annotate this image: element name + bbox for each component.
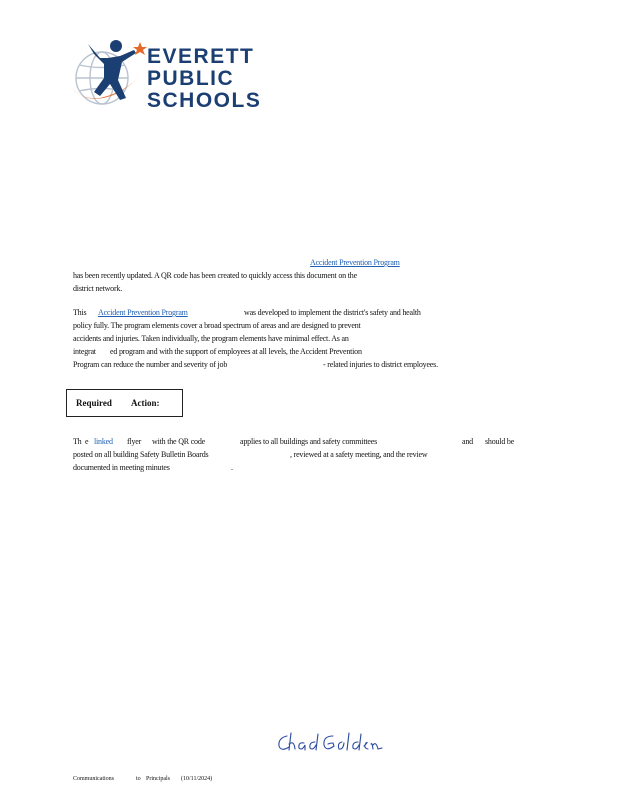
para3-line-2b: , reviewed at a safety meeting, and the review — [290, 450, 428, 459]
para3-should-be: should be — [485, 437, 515, 446]
para3-linked-link[interactable]: linked — [94, 437, 113, 446]
para2-line-4b: ed program and with the support of employees at all levels, the Accident Prevention — [110, 347, 362, 356]
footer-communications: Communications — [73, 776, 114, 782]
logo-line-everett: EVERETT — [147, 45, 255, 68]
para3-e: e — [85, 437, 89, 446]
required-action-box — [66, 389, 183, 417]
para3-line-2a: posted on all building Safety Bulletin Boards — [73, 450, 209, 459]
para2-line-4a: integrat — [73, 347, 96, 356]
para2-line-3: accidents and injuries. Taken individually, the program elements have minimal effect. As an — [73, 334, 349, 343]
para3-and: and — [462, 437, 473, 446]
para2-this: This — [73, 308, 87, 317]
figure-with-globe-logo-icon — [70, 36, 150, 112]
para3-with-qr: with the QR code — [152, 437, 206, 446]
intro-line-1: has been recently updated. A QR code has been created to quickly access this document on the — [73, 271, 357, 280]
para2-program-link[interactable]: Accident Prevention Program — [98, 308, 188, 317]
para3-line-3b: . — [231, 463, 233, 472]
intro-line-2: district network. — [73, 284, 123, 293]
footer-date: (10/11/2024) — [181, 776, 213, 782]
para3-flyer: flyer — [127, 437, 142, 446]
footer-principals: Principals — [146, 776, 170, 782]
handwritten-signature — [275, 730, 385, 756]
logo-line-public: PUBLIC — [147, 67, 235, 90]
para3-applies: applies to all buildings and safety committees — [240, 437, 377, 446]
required-action-word-1: Required — [76, 398, 112, 408]
intro-program-link[interactable]: Accident Prevention Program — [310, 258, 400, 267]
para2-line-1-rest: was developed to implement the district's safety and health — [244, 308, 421, 317]
logo-line-schools: SCHOOLS — [147, 89, 262, 112]
para3-line-3a: documented in meeting minutes — [73, 463, 170, 472]
para2-line-5a: Program can reduce the number and severity of job — [73, 360, 228, 369]
footer-to: to — [136, 776, 141, 782]
para2-line-2: policy fully. The program elements cover a broad spectrum of areas and are designed to prevent — [73, 321, 361, 330]
para2-line-5b: - related injuries to district employees. — [323, 360, 438, 369]
required-action-word-2: Action: — [131, 398, 160, 408]
district-logo — [70, 36, 260, 112]
para3-th: Th — [73, 437, 82, 446]
